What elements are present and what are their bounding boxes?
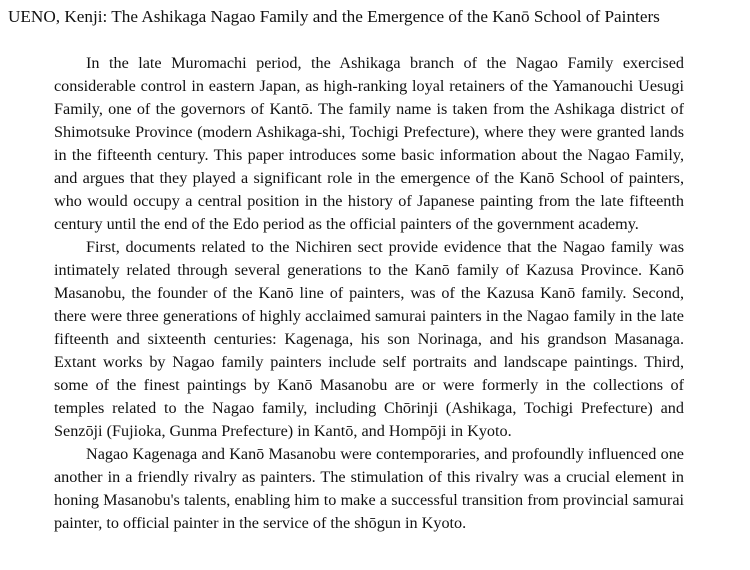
paragraph-3: Nagao Kagenaga and Kanō Masanobu were contemporaries, and profoundly influenced one another in a friendly rivalry as painters. The stimulation of this rivalry was a crucial element in honing Masanobu's talents, enabling him to make a successful transition from provincial samurai painter, to official painter in the service of the shōgun in Kyoto. (54, 445, 684, 532)
paragraph-2: First, documents related to the Nichiren sect provide evidence that the Nagao family was intimately related through several generations to the Kanō family of Kazusa Province. Kanō Masanobu, the founder of the Kanō line of painters, was of the Kazusa Kanō family. Second, there were three generations of highly acclaimed samurai painters in the Nagao family in the late fifteenth and sixteenth centuries: Kagenaga, his son Norinaga, and his grandson Masanaga. Extant works by Nagao family painters include self portraits and landscape paintings. Third, some of the finest paintings by Kanō Masanobu are or were formerly in the collections of temples related to the Nagao family, including Chōrinji (Ashikaga, Tochigi Prefecture) and Senzōji (Fujioka, Gunma Prefecture) in Kantō, and Hompōji in Kyoto. (54, 238, 684, 440)
article-title: UENO, Kenji: The Ashikaga Nagao Family and the Emergence of the Kanō School of Painters (8, 7, 660, 26)
article-body (54, 52, 684, 535)
paragraph-1: In the late Muromachi period, the Ashikaga branch of the Nagao Family exercised considerable control in eastern Japan, as high-ranking loyal retainers of the Yamanouchi Uesugi Family, one of the governors of Kantō. The family name is taken from the Ashikaga district of Shimotsuke Province (modern Ashikaga-shi, Tochigi Prefecture), where they were granted lands in the fifteenth century. This paper introduces some basic information about the Nagao Family, and argues that they played a significant role in the emergence of the Kanō School of painters, who would occupy a central position in the history of Japanese painting from the late fifteenth century until the end of the Edo period as the official painters of the government academy. (54, 54, 684, 233)
